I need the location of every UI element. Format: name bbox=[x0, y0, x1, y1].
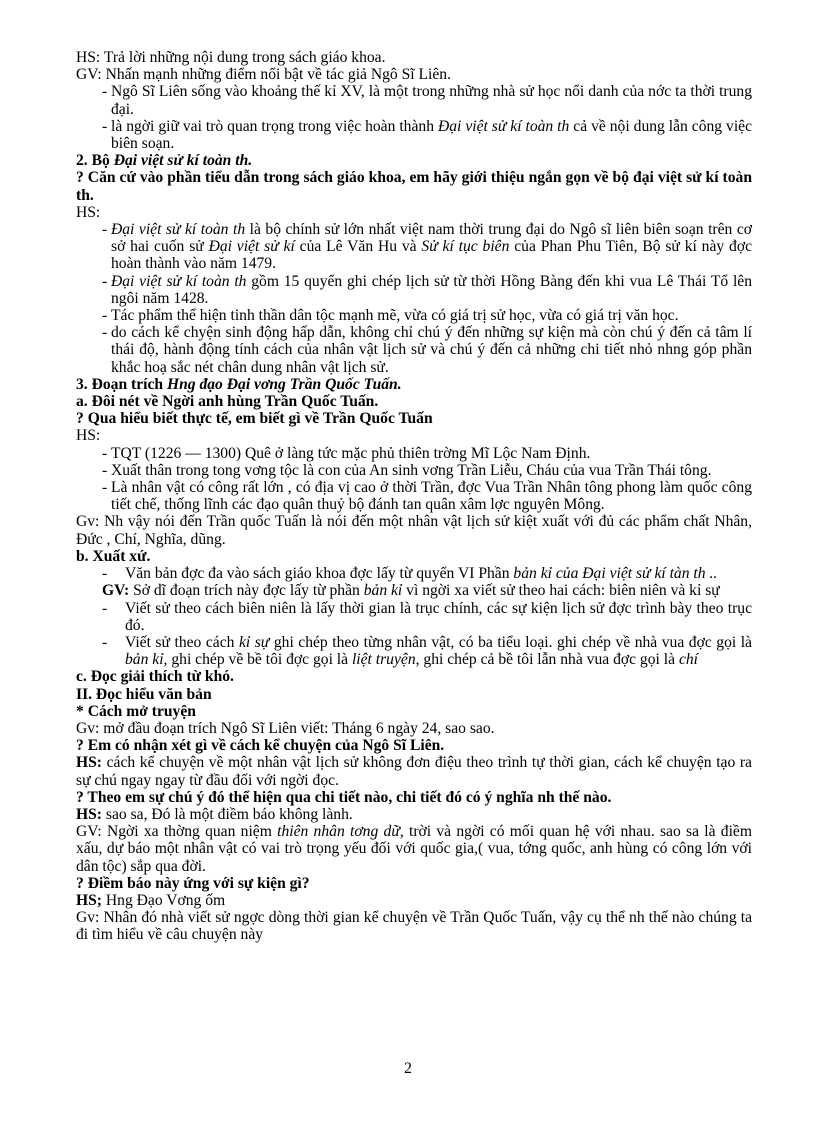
section-heading-ii: II. Đọc hiểu văn bản bbox=[76, 685, 212, 703]
gv-note: Gv: Nh vậy nói đến Trần quốc Tuấn là nói đến một nhân vật lịch sử kiệt xuất với đủ các phẩm chất Nhân, Đức , Chí, Nghĩa, dũng. bbox=[76, 513, 752, 548]
section-heading-2 bbox=[76, 152, 752, 169]
bullet-item bbox=[76, 600, 752, 634]
gv-note bbox=[76, 582, 752, 599]
answer-text: cách kể chuyện về một nhân vật lịch sử không đơn điệu theo trình tự thời gian, cách kể chuyện tạo ra sự chú ngay ngay từ đầu đối với ngời đọc. bbox=[76, 754, 752, 789]
bullet-item bbox=[76, 479, 752, 513]
subheading-b: b. Xuất xứ. bbox=[76, 547, 151, 565]
bullet-text: Là nhân vật có công rất lớn , có địa vị cao ở thời Trần, đợc Vua Trần Nhân tông phong làm quốc công tiết chế, thống lĩnh các đạo quân thuỷ bộ đánh tan quân xâm lợc nguyên Mông. bbox=[111, 479, 752, 514]
bullet-item bbox=[76, 118, 752, 152]
bullet-item bbox=[76, 307, 752, 324]
bullet-text: TQT (1226 — 1300) Quê ở làng tức mặc phủ thiên trờng Mĩ Lộc Nam Định. bbox=[111, 444, 591, 462]
bullet-text: của Phan Phu Tiên, Bộ sử kí này đợc hoàn thành vào năm 1479. bbox=[111, 238, 752, 273]
bullet-text: Tác phẩm thể hiện tinh thần dân tộc mạnh mẽ, vừa có giá trị sử học, vừa có giá trị văn học. bbox=[111, 307, 679, 325]
term: liệt truyện bbox=[351, 651, 416, 669]
hs-label: HS; bbox=[76, 891, 102, 909]
bullet-text: cả về nội dung lẫn công việc biên soạn. bbox=[111, 117, 753, 153]
bullet-text: ghi chép theo từng nhân vật, có ba tiểu loại. ghi chép về nhà vua đợc gọi là bbox=[273, 633, 752, 651]
gv-emphasis-line: GV: Nhấn mạnh những điểm nổi bật về tác giả Ngô Sĩ Liên. bbox=[76, 66, 451, 84]
term: bản kỉ, bbox=[125, 651, 168, 669]
dash-mark: - bbox=[102, 221, 108, 239]
bullet-item bbox=[76, 273, 752, 307]
question: ? Căn cứ vào phần tiểu dẫn trong sách giáo khoa, em hãy giới thiệu ngắn gọn về bộ đại việt sử kí toàn th. bbox=[76, 169, 752, 204]
question: ? Em có nhận xét gì về cách kể chuyện của Ngô Sĩ Liên. bbox=[76, 737, 445, 755]
bullet-text: là bộ chính sử lớn nhất việt nam thời trung đại do Ngô sĩ liên biên soạn trên cơ sở hai cuốn sử bbox=[111, 221, 752, 256]
hs-answer bbox=[76, 806, 752, 823]
dash-mark: - bbox=[102, 599, 108, 617]
dash-mark: - bbox=[102, 565, 108, 583]
note-text: vì ngời xa viết sử theo hai cách: biên niên và kỉ sự bbox=[406, 582, 720, 600]
hs-label: HS: bbox=[76, 203, 101, 221]
bullet-text: là ngời giữ vai trò quan trọng trong việc hoàn thành bbox=[111, 117, 434, 135]
bullet-text: Ngô Sĩ Liên sống vào khoảng thế kỉ XV, là một trong những nhà sử học nổi danh của nớc ta thời trung đại. bbox=[111, 83, 752, 118]
term: thiên nhân tơng dữ, bbox=[277, 823, 404, 841]
bullet-item bbox=[76, 462, 752, 479]
dash-mark: - bbox=[102, 272, 108, 290]
bullet-text: Viết sử theo cách biên niên là lấy thời gian là trục chính, các sự kiện lịch sử đợc trình bày theo trục đó. bbox=[125, 599, 752, 634]
section-heading-3 bbox=[76, 376, 752, 393]
book-title: Đại việt sử kí bbox=[208, 238, 295, 256]
gv-note bbox=[76, 823, 752, 875]
note-text: Sở dĩ đoạn trích này đợc lấy từ phần bbox=[133, 582, 360, 600]
answer-text: sao sa, Đó là một điềm báo không lành. bbox=[105, 805, 353, 823]
term: chí bbox=[678, 651, 698, 669]
book-title: Đại việt sử kí toàn th bbox=[111, 272, 247, 290]
hs-answer bbox=[76, 754, 752, 788]
hs-label: HS: bbox=[76, 427, 101, 445]
page-number: 2 bbox=[404, 1060, 412, 1077]
bullet-text: Viết sử theo cách bbox=[125, 633, 235, 651]
heading-title: Đại việt sử kí toàn th. bbox=[113, 152, 253, 170]
term: kỉ sự bbox=[238, 633, 270, 651]
subheading-c: c. Đọc giải thích từ khó. bbox=[76, 668, 234, 686]
question: ? Qua hiểu biết thực tế, em biết gì về Trần Quốc Tuấn bbox=[76, 410, 433, 428]
bullet-item bbox=[76, 565, 752, 582]
heading-title: Hng đạo Đại vơng Trần Quốc Tuấn. bbox=[166, 375, 402, 393]
bullet-item bbox=[76, 221, 752, 273]
book-title: Đại việt sử kí toàn th bbox=[111, 221, 246, 239]
bullet-item bbox=[76, 445, 752, 462]
note-text: trời và ngời có mối quan hệ với nhau. sao sa là điềm xấu, dự báo một nhân vật có vai trò trọng yếu đối với quốc gia,( vua, tớng quốc, anh hùng có công lớn với dân tộc) sắp qua đời. bbox=[76, 823, 752, 875]
bullet-item bbox=[76, 324, 752, 376]
gv-note: Gv: Nhân đó nhà viết sử ngợc dòng thời gian kể chuyện về Trần Quốc Tuấn, vậy cụ thể nh thế nào chúng ta đi tìm hiểu về câu chuyện này bbox=[76, 909, 752, 944]
dash-mark: - bbox=[102, 83, 108, 101]
hs-label: HS: bbox=[76, 805, 102, 823]
dash-mark: - bbox=[102, 324, 108, 342]
bullet-item bbox=[76, 83, 752, 117]
heading-text: 3. Đoạn trích bbox=[76, 375, 164, 393]
bullet-text: của Lê Văn Hu và bbox=[299, 238, 417, 256]
hs-answer-line: HS: Trả lời những nội dung trong sách giáo khoa. bbox=[76, 49, 386, 66]
bullet-text: Văn bản đợc đa vào sách giáo khoa đợc lấy từ quyển VI Phần bbox=[125, 565, 510, 583]
note-text: GV: Ngời xa thờng quan niệm bbox=[76, 823, 272, 841]
book-title: Đại việt sử kí toàn th bbox=[437, 117, 570, 135]
hs-answer bbox=[76, 892, 752, 909]
bullet-text: ghi chép về bề tôi đợc gọi là bbox=[171, 651, 349, 669]
dash-mark: - bbox=[102, 117, 108, 135]
heading-text: 2. Bộ bbox=[76, 152, 110, 170]
bullet-text: gồm 15 quyển ghi chép lịch sử từ thời Hồng Bàng đến khi vua Lê Thái Tổ lên ngôi năm 1428. bbox=[111, 272, 752, 307]
bullet-text: , ghi chép cả bề tôi lẫn nhà vua đợc gọi là bbox=[415, 651, 676, 669]
dash-mark: - bbox=[102, 307, 108, 325]
dash-mark: - bbox=[102, 461, 108, 479]
book-title: Sử kí tục biên bbox=[421, 238, 510, 256]
dash-mark: - bbox=[102, 444, 108, 462]
question: ? Theo em sự chú ý đó thể hiện qua chi tiết nào, chi tiết đó có ý nghĩa nh thế nào. bbox=[76, 788, 612, 806]
page-content bbox=[76, 49, 752, 944]
gv-note: Gv: mở đầu đoạn trích Ngô Sĩ Liên viết: Tháng 6 ngày 24, sao sao. bbox=[76, 719, 495, 737]
dash-mark: - bbox=[102, 633, 108, 651]
term: bản kỉ bbox=[363, 582, 403, 600]
bullet-text: Xuất thân trong tong vơng tộc là con của An sinh vơng Trần Liễu, Cháu của vua Trần Thái tông. bbox=[111, 461, 712, 479]
answer-text: Hng Đạo Vơng ốm bbox=[105, 891, 226, 909]
question: ? Điềm báo này ứng với sự kiện gì? bbox=[76, 874, 310, 892]
hs-label: HS: bbox=[76, 754, 102, 772]
subheading-star: * Cách mở truyện bbox=[76, 702, 196, 720]
bullet-text: do cách kể chyện sinh động hấp dẫn, không chỉ chú ý đến những sự kiện mà còn chú ý đến cả tâm lí thái độ, hành động tính cách của nhân vật lịch sử và chú ý đến cả những chi tiết nhỏ nhng góp phần khắc hoạ sắc nét chân dung nhân vật lịch sử. bbox=[111, 324, 752, 376]
gv-label: GV: bbox=[102, 582, 130, 600]
subheading-a: a. Đôi nét về Ngời anh hùng Trần Quốc Tuấn. bbox=[76, 393, 379, 411]
bullet-item bbox=[76, 634, 752, 668]
dash-mark: - bbox=[102, 479, 108, 497]
book-title: bản kỉ của Đại việt sử kí tàn th .. bbox=[513, 565, 718, 583]
